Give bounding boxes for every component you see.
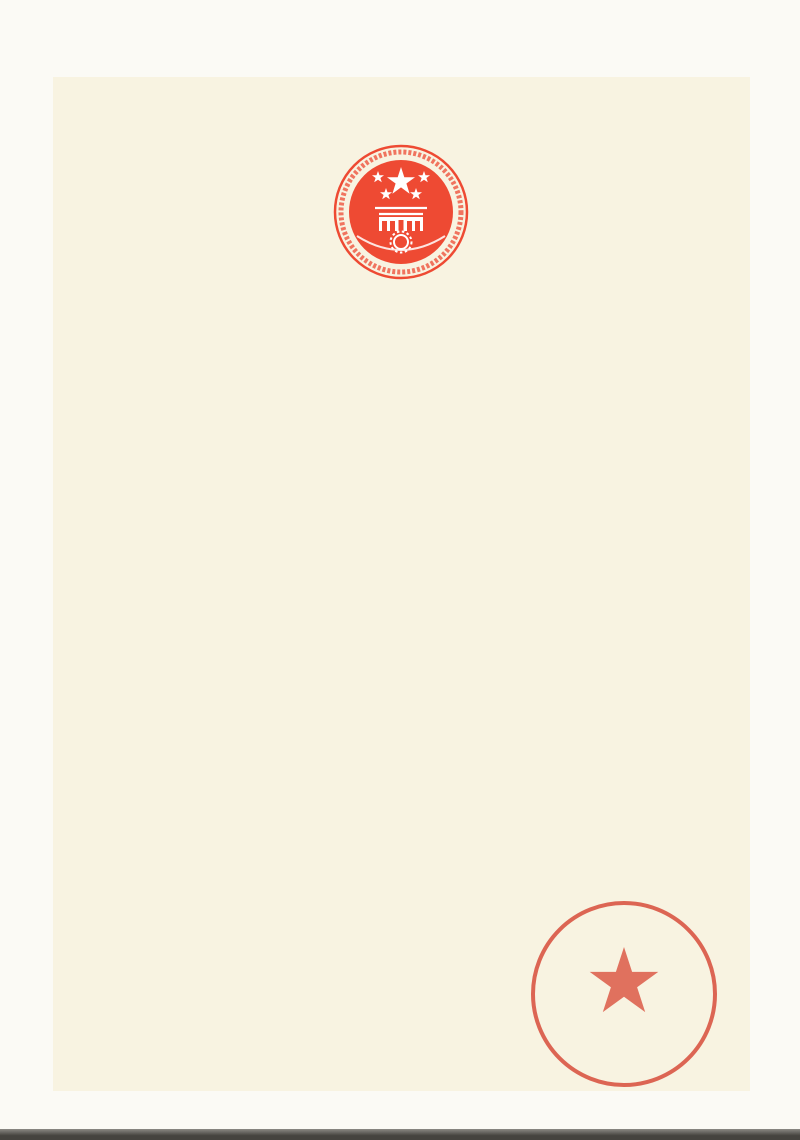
qr-code xyxy=(99,769,245,915)
scan-edge-strip xyxy=(0,1129,800,1140)
seal-star-icon xyxy=(588,945,660,1017)
registrar-seal xyxy=(531,901,717,1087)
national-emblem-icon xyxy=(331,140,471,290)
